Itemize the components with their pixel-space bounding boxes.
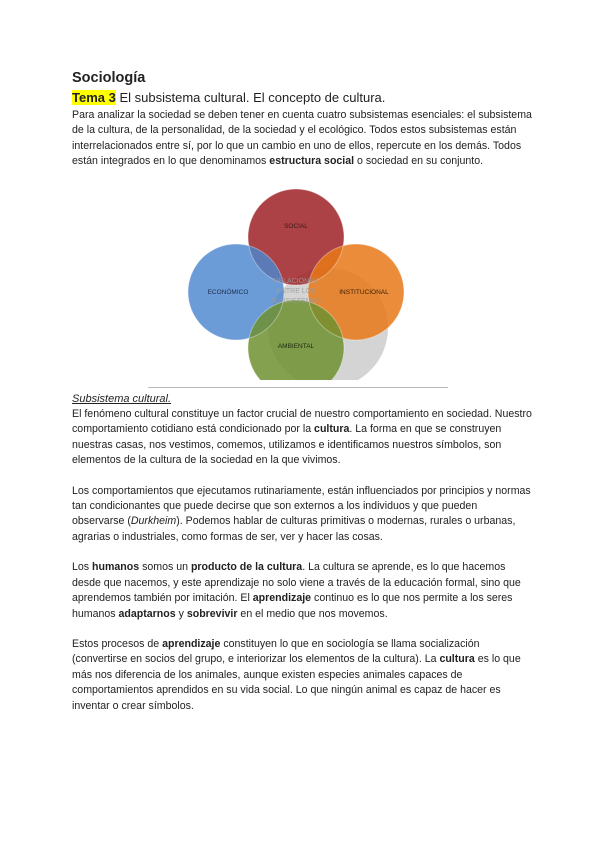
p2-italic: Durkheim — [130, 515, 177, 528]
p3-text-a: Los — [72, 561, 93, 574]
label-economico: ECONÓMICO — [207, 288, 249, 296]
p2-text-c: ). Podemos hablar de culturas primitivas o modernas, rurales o urbanas, agrarias o industriales, como formas de ser, ver y hacer las cosas. — [72, 515, 516, 543]
paragraph-gap — [72, 622, 532, 637]
p1-text-c: . La forma en que se construyen nuestras casas, nos vestimos, comemos, utilizamos e identificamos nuestros símbolos, son elementos de la cultura de la sociedad en la que vivimos. — [72, 423, 502, 467]
label-social: SOCIAL — [284, 222, 308, 230]
tema-title: El subsistema cultural. El concepto de cultura. — [119, 90, 386, 105]
document-page — [72, 70, 532, 714]
paragraph-3 — [72, 560, 532, 622]
p3-bold-b: humanos — [92, 561, 140, 574]
p3-bold-d: producto de la cultura — [190, 561, 303, 574]
label-ambiental: AMBIENTAL — [277, 342, 315, 350]
intro-text-1: Para analizar la sociedad se deben tener en cuenta cuatro subsistemas esenciales: el subsistema de la cultura, de la personalidad, de la sociedad y el ecológico. Todos estos subsistemas están interrelacionados entre sí, por lo que un cambio en uno de ellos, repercute en los demás. Todos están integrados en lo que denominamos — [72, 109, 532, 168]
p3-text-e: . La cultura se aprende, es lo que hacemos desde que nacemos, y este aprendizaje no solo viene a través de la educación formal, sino que aprendemos también por imitación. El — [72, 561, 521, 605]
document-title: Sociología — [72, 70, 146, 86]
center-label-line-2: ENTRE LOS — [276, 287, 316, 295]
figure-divider — [148, 387, 448, 388]
p4-text-e: es lo que más nos diferencia de los animales, aunque existen especies animales capaces de comportamientos aprendidos en su vida social. Lo que ningún animal es capaz de hacer es inventar o crear símbolos. — [72, 653, 521, 712]
paragraph-4 — [72, 637, 532, 714]
tema-label-highlight: Tema 3 — [72, 90, 116, 105]
p3-bold-f: aprendizaje — [252, 592, 312, 605]
paragraph-gap — [72, 545, 532, 560]
p4-bold-b: aprendizaje — [162, 637, 221, 650]
center-label-line-1: RELACIONES — [273, 277, 319, 285]
p1-text-a: El fenómeno cultural constituye un factor crucial de nuestro comportamiento en sociedad. Nuestro comportamiento cotidiano está condicionado por la — [72, 408, 532, 436]
intro-bold: estructura social — [269, 155, 355, 168]
p2-text-a: Los comportamientos que ejecutamos rutinariamente, están influenciados por principios y normas tan condicionantes que puede decirse que son externos a los individuos y que pueden observarse ( — [72, 484, 531, 528]
intro-text-2: o sociedad en su conjunto. — [354, 155, 484, 168]
section-heading: Subsistema cultural. — [72, 392, 172, 405]
p3-text-i: y — [175, 607, 187, 620]
p4-text-a: Estos procesos de — [72, 637, 163, 650]
paragraph-2 — [72, 484, 532, 546]
venn-diagram — [178, 180, 438, 380]
p3-text-c: somos un — [139, 561, 191, 574]
paragraph-gap — [72, 469, 532, 484]
p4-text-c: constituyen lo que en sociología se llama socialización (convertirse en socios del grupo, e interiorizar los elementos de la cultura). La — [72, 637, 480, 666]
p1-bold: cultura — [314, 423, 350, 436]
p3-text-k: en el medio que nos movemos. — [237, 607, 388, 620]
tema-heading — [72, 90, 532, 105]
center-label-line-3: SUBSISTEMAS — [271, 297, 321, 305]
intro-paragraph — [72, 108, 532, 170]
p3-bold-j: sobrevivir — [186, 607, 238, 620]
paragraph-1 — [72, 407, 532, 469]
subsystems-diagram — [178, 180, 438, 380]
p3-bold-h: adaptarnos — [118, 607, 176, 620]
label-institucional: INSTITUCIONAL — [339, 288, 389, 296]
p3-text-g: continuo es lo que nos permite a los seres humanos — [72, 592, 513, 620]
p4-bold-d: cultura — [439, 653, 475, 666]
